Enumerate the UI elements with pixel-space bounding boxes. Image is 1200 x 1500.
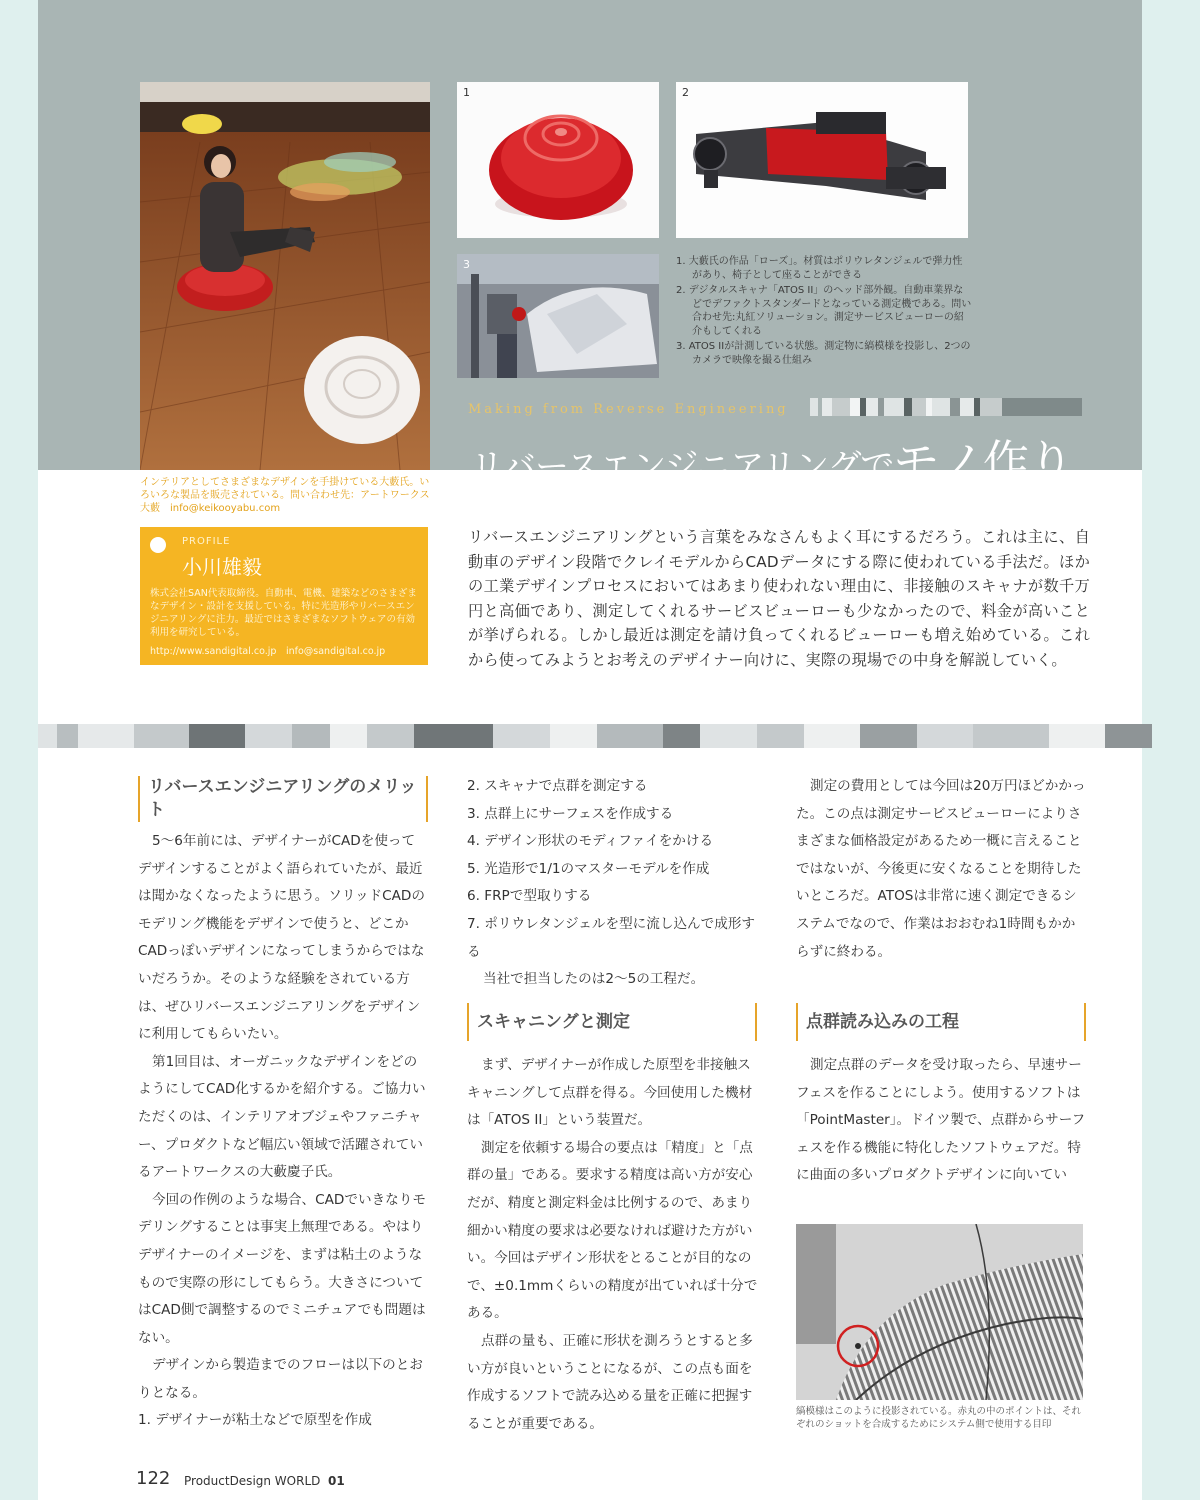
col2-paragraph-1: まず、デザイナーが作成した原型を非接触スキャニングして点群を得る。今回使用した機材は「ATOS II」という装置だ。	[467, 1057, 753, 1129]
col2-paragraph-2: 測定を依頼する場合の要点は「精度」と「点群の量」である。要求する精度は高い方が安心だが、精度と測定料金は比例するので、あまり細かい精度の要求は必要なければ避けた方がいい。今回はデザイン形状をとることが目的なので、±0.1mmくらいの精度が出ていれば十分である。	[467, 1139, 758, 1322]
photo-captions	[676, 255, 972, 369]
designer-photo	[140, 82, 430, 470]
photo-number-2: 2	[682, 86, 689, 99]
profile-name: 小川雄毅	[182, 555, 262, 579]
scanning-photo	[457, 254, 659, 378]
photo-number-3: 3	[463, 258, 470, 271]
decorative-barcode	[810, 398, 1082, 416]
caption-2: 2. デジタルスキャナ「ATOS II」のヘッド部外観。自動車業界などでデファクトスタンダードとなっている測定機である。問い合わせ先:丸紅ソリューション。測定サービスビューローの紹介もしてくれる	[676, 285, 972, 337]
title-part-2: モノ作り	[893, 435, 1073, 489]
title-part-1: リバースエンジニアリングで	[470, 447, 894, 487]
designer-caption: インテリアとしてさまざまなデザインを手掛けている大藪氏。いろいろな製品を販売されている。問い合わせ先：アートワークス大藪 info@keikooyabu.com	[140, 477, 430, 514]
profile-bio: 株式会社SAN代表取締役。自動車、電機、建築などのさまざまなデザイン・設計を支援している。特に光造形やリバースエンジニアリングに注力。最近ではさまざまなソフトウェアの有効利用を研究している。	[150, 588, 417, 638]
magazine-title: ProductDesign WORLD	[184, 1474, 321, 1488]
flow-step-7: 7. ポリウレタンジェルを型に流し込んで成形する	[467, 915, 756, 960]
col1-paragraph-1: 5〜6年前には、デザイナーがCADを使ってデザインすることがよく語られていたが、最近は聞かなくなったように思う。ソリッドCADのモデリング機能をデザインで使うと、どこかCADっぽいデザインになってしまうからではないだろうか。そのような経験をされている方は、ぜひリバースエンジニアリングをデザインに利用してもらいたい。	[138, 833, 425, 1043]
page-number: 122	[136, 1468, 171, 1489]
decorative-stripe	[38, 724, 1152, 748]
flow-step-6: 6. FRPで型取りする	[467, 888, 592, 905]
caption-3: 3. ATOS IIが計測している状態。測定物に縞模様を投影し、2つのカメラで映像を撮る仕組み	[676, 341, 971, 366]
magazine-name	[184, 1474, 345, 1488]
caption-1: 1. 大藪氏の作品「ローズ」。材質はポリウレタンジェルで弾力性があり、椅子として座ることができる	[676, 256, 963, 281]
profile-contact: http://www.sandigital.co.jp info@sandigital.co.jp	[150, 646, 386, 657]
flow-step-5: 5. 光造形で1/1のマスターモデルを作成	[467, 860, 710, 877]
lead-paragraph: リバースエンジニアリングという言葉をみなさんもよく耳にするだろう。これは主に、自動車のデザイン段階でクレイモデルからCADデータにする際に使われている手法だ。ほかの工業デザインプロセスにおいてはあまり使われない理由に、非接触のスキャナが数千万円と高価であり、測定してくれるサービスビューローも少なかったので、料金が高いことが挙げられる。しかし最近は測定を請け負ってくれるビューローも増え始めている。これから使ってみようとお考えのデザイナー向けに、実際の現場での中身を解説していく。	[468, 528, 1090, 669]
flow-step-1: 1. デザイナーが粘土などで原型を作成	[138, 1412, 372, 1429]
column-3-body	[796, 1052, 1088, 1190]
col1-paragraph-2: 第1回目は、オーガニックなデザインをどのようにしてCAD化するかを紹介する。ご協力いただくのは、インテリアオブジェやファニチャー、プロダクトなど幅広い領域で活躍されているアートワークスの大藪慶子氏。	[138, 1053, 426, 1181]
col2-paragraph-3: 点群の量も、正確に形状を測ろうとすると多い方が良いということになるが、この点も面を作成するソフトで読み込める量を正確に把握することが重要である。	[467, 1332, 753, 1432]
column-2-top	[467, 773, 759, 994]
photo-number-1: 1	[463, 86, 470, 99]
flow-note: 当社で担当したのは2〜5の工程だ。	[483, 971, 705, 988]
profile-dot-icon	[150, 537, 166, 553]
flow-step-4: 4. デザイン形状のモディファイをかける	[467, 833, 714, 850]
col3-paragraph-2: 測定点群のデータを受け取ったら、早速サーフェスを作ることにしよう。使用するソフトは「PointMaster」。ドイツ製で、点群からサーフェスを作る機能に特化したソフトウェアだ。特に曲面の多いプロダクトデザインに向いてい	[796, 1057, 1086, 1184]
rose-photo	[457, 82, 659, 238]
profile-box	[140, 527, 428, 665]
title-kicker: Making from Reverse Engineering	[468, 402, 789, 417]
col1-paragraph-4: デザインから製造までのフローは以下のとおりとなる。	[138, 1357, 423, 1401]
flow-step-2: 2. スキャナで点群を測定する	[467, 778, 648, 794]
section-heading-pointcloud: 点群読み込みの工程	[796, 1003, 1086, 1041]
magazine-issue: 01	[328, 1474, 345, 1488]
section-heading-merits: リバースエンジニアリングのメリット	[138, 776, 428, 822]
column-2-body	[467, 1052, 759, 1438]
flow-step-3: 3. 点群上にサーフェスを作成する	[467, 805, 674, 822]
stripe-projection-photo	[796, 1224, 1083, 1400]
scanner-photo	[676, 82, 968, 238]
section-heading-scanning: スキャニングと測定	[467, 1003, 757, 1041]
flow-steps-list	[467, 773, 759, 966]
col1-paragraph-3: 今回の作例のような場合、CADでいきなりモデリングすることは事実上無理である。やはりデザイナーのイメージを、まずは粘土のようなもので実際の形にしてもらう。大きさについてはCAD側で調整するのでミニチュアでも問題はない。	[138, 1191, 426, 1346]
stripe-photo-caption: 縞模様はこのように投影されている。赤丸の中のポイントは、それぞれのショットを合成するためにシステム側で使用する目印	[796, 1406, 1082, 1430]
article-title	[470, 426, 1073, 492]
profile-label: PROFILE	[182, 536, 231, 547]
column-1	[138, 828, 428, 1435]
column-3-top	[796, 773, 1088, 966]
col3-paragraph-1: 測定の費用としては今回は20万円ほどかかった。この点は測定サービスビューローによりさまざまな価格設定があるため一概に言えることではないが、今後更に安くなることを期待したいところだ。ATOSは非常に速く測定できるシステムでなので、作業はおおむね1時間もかからずに終わる。	[796, 778, 1086, 960]
